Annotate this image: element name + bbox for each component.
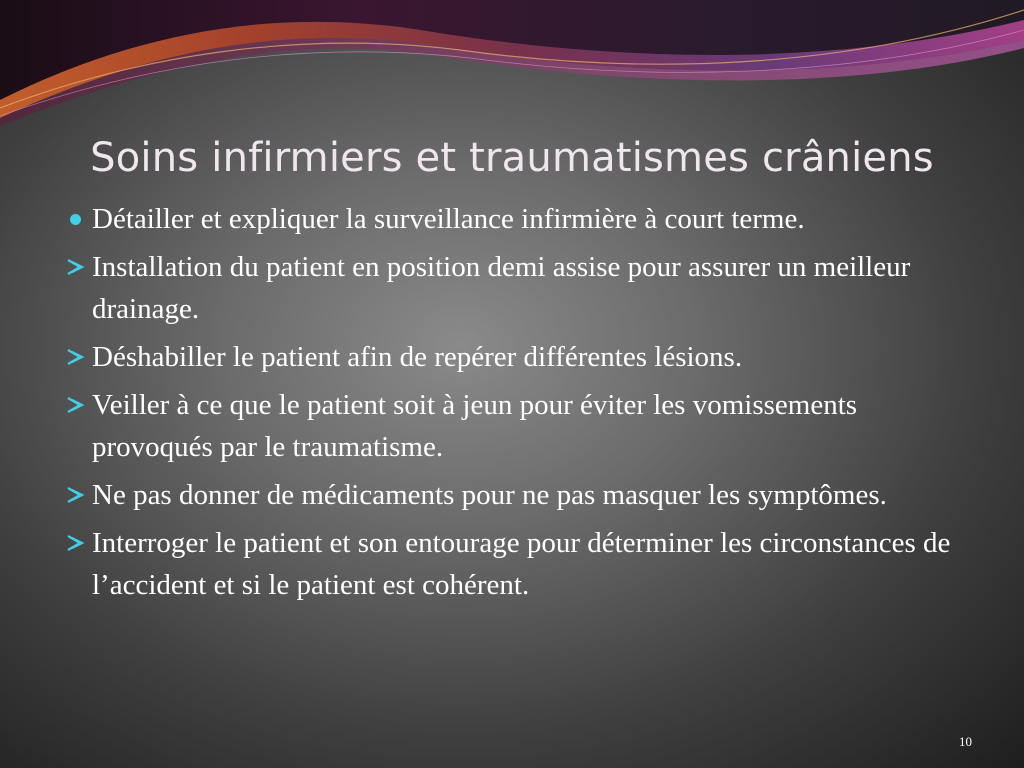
arrow-bullet-icon (64, 246, 86, 288)
bullet-item (60, 198, 965, 240)
arrow-bullet-icon (64, 384, 86, 426)
bullet-text: Détailler et expliquer la surveillance infirmière à court terme. (92, 203, 805, 235)
arrow-bullet-icon (64, 336, 86, 378)
decorative-swoosh-banner (0, 0, 1024, 130)
slide-title: Soins infirmiers et traumatismes crâniens (90, 135, 934, 181)
bullet-text: Veiller à ce que le patient soit à jeun pour éviter les vomissements provoqués par le traumatisme. (92, 389, 858, 463)
bullet-item (60, 384, 965, 468)
bullet-text: Ne pas donner de médicaments pour ne pas masquer les symptômes. (92, 479, 887, 511)
bullet-item (60, 246, 965, 330)
bullet-text: Déshabiller le patient afin de repérer différentes lésions. (92, 341, 743, 373)
dot-bullet-icon (64, 198, 86, 240)
arrow-bullet-icon (64, 474, 86, 516)
bullet-item (60, 336, 965, 378)
bullet-text: Installation du patient en position demi assise pour assurer un meilleur drainage. (92, 251, 911, 325)
arrow-bullet-icon (64, 522, 86, 564)
bullet-item (60, 474, 965, 516)
page-number: 10 (959, 734, 972, 749)
bullet-text: Interroger le patient et son entourage pour déterminer les circonstances de l’accident et si le patient est cohérent. (92, 527, 951, 601)
bullet-item (60, 522, 965, 606)
bullet-list (60, 198, 965, 612)
